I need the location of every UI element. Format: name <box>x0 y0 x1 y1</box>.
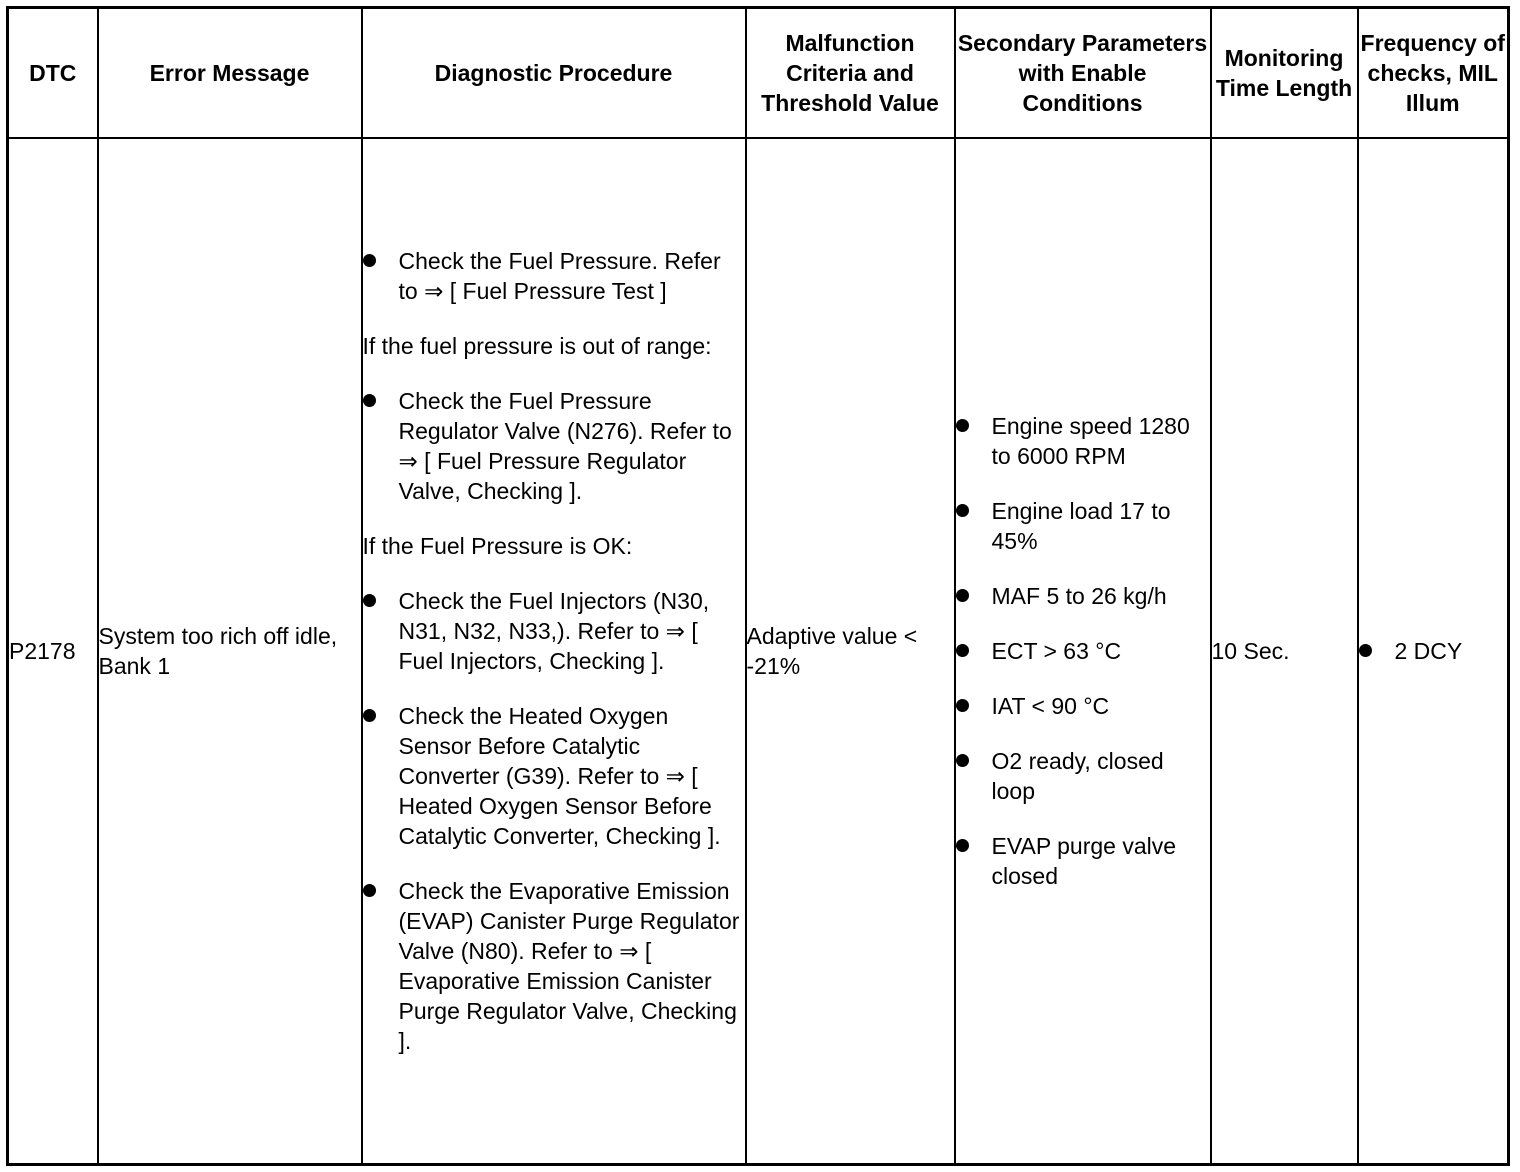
list-item <box>363 701 745 851</box>
secondary-parameter: IAT < 90 °C <box>991 693 1110 719</box>
dtc-table <box>6 6 1510 1166</box>
bullet-icon <box>363 394 376 407</box>
header-error-message: Error Message <box>98 8 362 139</box>
diagnostic-step-fuel-injectors: Check the Fuel Injectors (N30, N31, N32, N33,). Refer to ⇒ [ Fuel Injectors, Checking ]. <box>398 588 710 674</box>
monitoring-time: 10 Sec. <box>1211 138 1358 1165</box>
diagnostic-step-regulator-valve: Check the Fuel Pressure Regulator Valve (N276). Refer to ⇒ [ Fuel Pressure Regulator Valve, Checking ]. <box>398 388 732 504</box>
frequency <box>1358 138 1509 1165</box>
malfunction-criteria: Adaptive value < -21% <box>746 138 955 1165</box>
bullet-icon <box>956 754 969 767</box>
bullet-icon <box>956 699 969 712</box>
list-item <box>956 831 1210 891</box>
bullet-icon <box>956 589 969 602</box>
bullet-icon <box>1359 644 1372 657</box>
diagnostic-procedure <box>362 138 746 1165</box>
header-diagnostic-procedure: Diagnostic Procedure <box>362 8 746 139</box>
secondary-parameter: O2 ready, closed loop <box>991 748 1164 804</box>
bullet-icon <box>363 709 376 722</box>
list-item <box>956 691 1210 721</box>
list-item <box>956 496 1210 556</box>
header-secondary-parameters: Secondary Parameters with Enable Conditions <box>955 8 1211 139</box>
condition-out-of-range: If the fuel pressure is out of range: <box>362 333 712 359</box>
header-malfunction-criteria: Malfunction Criteria and Threshold Value <box>746 8 955 139</box>
dtc-code: P2178 <box>8 138 98 1165</box>
bullet-icon <box>363 594 376 607</box>
list-item <box>956 581 1210 611</box>
error-message: System too rich off idle, Bank 1 <box>98 138 362 1165</box>
bullet-icon <box>956 419 969 432</box>
table-row <box>8 138 1509 1165</box>
diagnostic-step-list <box>363 586 745 1056</box>
diagnostic-step-fuel-pressure: Check the Fuel Pressure. Refer to ⇒ [ Fuel Pressure Test ] <box>398 248 721 304</box>
list-item <box>363 386 745 506</box>
secondary-parameter-list <box>956 411 1210 891</box>
bullet-icon <box>956 644 969 657</box>
list-item <box>363 586 745 676</box>
header-monitoring-time: Monitoring Time Length <box>1211 8 1358 139</box>
secondary-parameter: Engine load 17 to 45% <box>991 498 1171 554</box>
header-dtc: DTC <box>8 8 98 139</box>
bullet-icon <box>956 504 969 517</box>
secondary-parameter: MAF 5 to 26 kg/h <box>991 583 1167 609</box>
diagnostic-step-list <box>363 246 745 306</box>
header-frequency: Frequency of checks, MIL Illum <box>1358 8 1509 139</box>
secondary-parameter: ECT > 63 °C <box>991 638 1122 664</box>
diagnostic-step-oxygen-sensor: Check the Heated Oxygen Sensor Before Catalytic Converter (G39). Refer to ⇒ [ Heated Oxygen Sensor Before Catalytic Converter, Checking ]. <box>398 703 721 849</box>
bullet-icon <box>363 884 376 897</box>
diagnostic-step-list <box>363 386 745 506</box>
secondary-parameters <box>955 138 1211 1165</box>
list-item <box>956 746 1210 806</box>
secondary-parameter: Engine speed 1280 to 6000 RPM <box>991 413 1190 469</box>
list-item <box>363 246 745 306</box>
secondary-parameter: EVAP purge valve closed <box>991 833 1177 889</box>
list-item <box>956 636 1210 666</box>
list-item <box>363 876 745 1056</box>
frequency-list <box>1359 636 1508 666</box>
bullet-icon <box>363 254 376 267</box>
bullet-icon <box>956 839 969 852</box>
diagnostic-step-evap-valve: Check the Evaporative Emission (EVAP) Canister Purge Regulator Valve (N80). Refer to ⇒ [ Evaporative Emission Canister Purge Regulator Valve, Checking ]. <box>398 878 740 1054</box>
table-header-row <box>8 8 1509 139</box>
condition-fuel-pressure-ok: If the Fuel Pressure is OK: <box>362 533 633 559</box>
list-item <box>956 411 1210 471</box>
list-item <box>1359 636 1508 666</box>
frequency-value: 2 DCY <box>1394 638 1463 664</box>
